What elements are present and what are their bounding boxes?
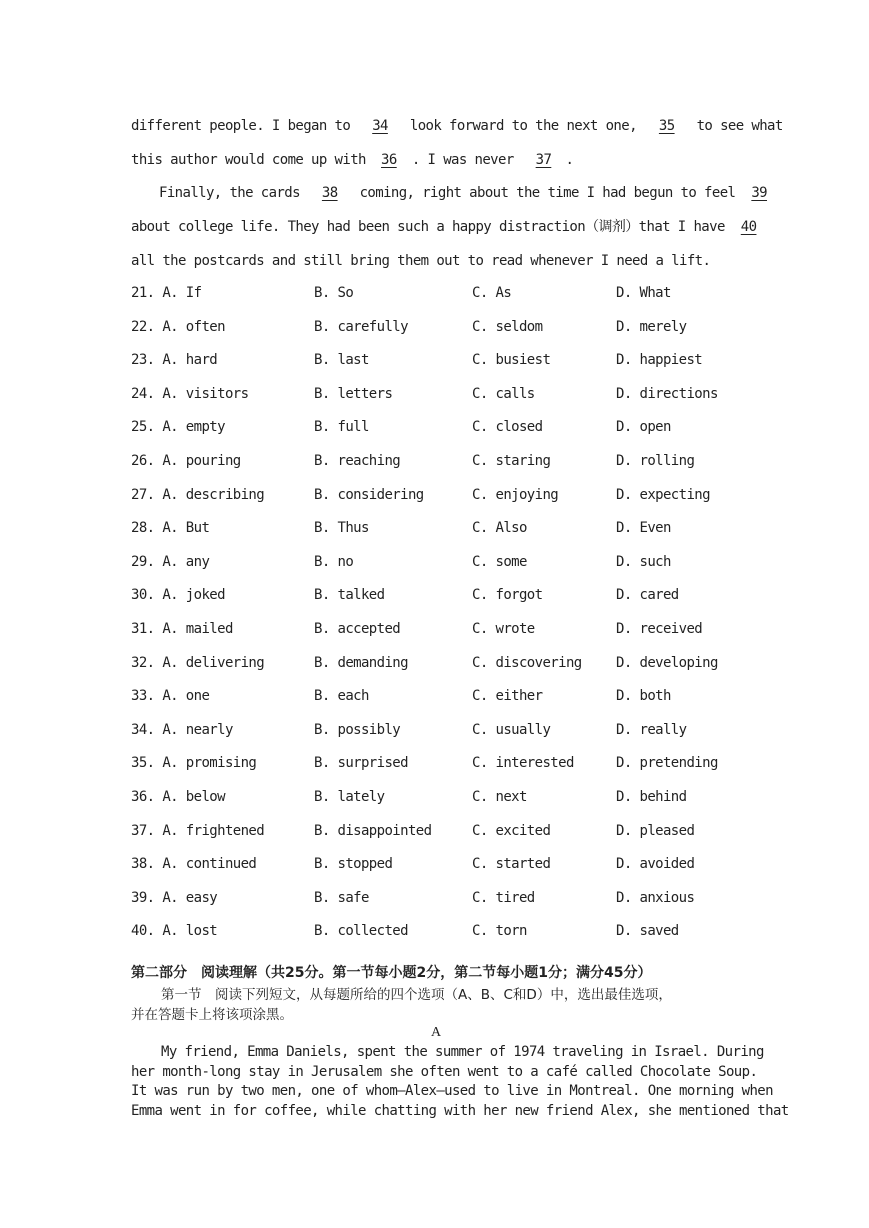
option-d: D. avoided	[616, 856, 695, 873]
option-c: C. busiest	[472, 352, 551, 369]
option-a: 23. A. hard	[131, 352, 218, 369]
option-d: D. expecting	[616, 486, 710, 503]
text-segment: .	[565, 152, 574, 168]
blank-36: 36	[381, 152, 397, 168]
option-d: D. anxious	[616, 889, 695, 906]
option-d: D. received	[616, 620, 703, 637]
option-d: D. directions	[616, 385, 718, 402]
option-b: B. possibly	[314, 721, 401, 738]
option-c: C. discovering	[472, 654, 582, 671]
option-a: 22. A. often	[131, 318, 225, 335]
blank-35: 35	[658, 118, 675, 134]
cloze-line-4	[131, 210, 765, 244]
section-instructions	[131, 985, 741, 1025]
option-a: 40. A. lost	[131, 923, 218, 940]
option-row	[131, 579, 741, 613]
instruction-line: 第一节 阅读下列短文，从每题所给的四个选项（A、B、C和D）中，选出最佳选项，	[161, 987, 672, 1003]
option-c: C. next	[472, 788, 527, 805]
text-segment: about college life. They had been such a happy distraction（调剂）that I have	[131, 219, 733, 235]
option-c: C. tired	[472, 889, 535, 906]
option-a: 30. A. joked	[131, 587, 225, 604]
option-row	[131, 613, 741, 647]
option-row	[131, 882, 741, 916]
option-row	[131, 311, 741, 345]
option-d: D. pleased	[616, 822, 695, 839]
option-row	[131, 915, 741, 949]
option-d: D. cared	[616, 587, 679, 604]
option-a: 33. A. one	[131, 688, 210, 705]
option-c: C. closed	[472, 419, 543, 436]
section-title: 第二部分 阅读理解（共25分。第一节每小题2分，第二节每小题1分；满分45分）	[131, 965, 652, 981]
option-c: C. seldom	[472, 318, 543, 335]
text-segment: this author would come up with	[131, 152, 366, 168]
option-row	[131, 815, 741, 849]
option-b: B. talked	[314, 587, 385, 604]
option-c: C. either	[472, 688, 543, 705]
option-d: D. happiest	[616, 352, 703, 369]
option-c: C. interested	[472, 755, 574, 772]
passage-line: It was run by two men, one of whom—Alex—used to live in Montreal. One morning when	[131, 1083, 773, 1100]
option-b: B. stopped	[314, 856, 393, 873]
option-b: B. considering	[314, 486, 424, 503]
option-b: B. collected	[314, 923, 408, 940]
option-b: B. So	[314, 285, 354, 301]
instruction-line: 并在答题卡上将该项涂黑。	[131, 1007, 293, 1023]
option-c: C. forgot	[472, 587, 543, 604]
passage-line: Emma went in for coffee, while chatting with her new friend Alex, she mentioned that	[131, 1102, 789, 1119]
option-a: 29. A. any	[131, 553, 210, 570]
option-b: B. carefully	[314, 318, 408, 335]
option-d: D. Even	[616, 520, 671, 537]
cloze-line-3	[131, 176, 775, 210]
option-row	[131, 546, 741, 580]
option-a: 24. A. visitors	[131, 385, 249, 402]
option-b: B. full	[314, 419, 369, 436]
text-segment: look forward to the next one,	[402, 118, 645, 134]
option-row	[131, 445, 741, 479]
option-b: B. surprised	[314, 755, 408, 772]
option-row	[131, 411, 741, 445]
option-a: 31. A. mailed	[131, 620, 233, 637]
option-b: B. letters	[314, 385, 393, 402]
option-a: 25. A. empty	[131, 419, 225, 436]
reading-passage	[131, 1043, 789, 1121]
option-c: C. usually	[472, 721, 551, 738]
option-b: B. each	[314, 688, 369, 705]
option-d: D. behind	[616, 788, 687, 805]
text-segment: different people. I began to	[131, 118, 359, 134]
blank-37: 37	[535, 152, 552, 168]
option-row	[131, 277, 741, 311]
option-d: D. open	[616, 419, 671, 436]
option-a: 34. A. nearly	[131, 721, 233, 738]
option-a: 36. A. below	[131, 788, 225, 805]
option-row	[131, 512, 741, 546]
option-d: D. saved	[616, 923, 679, 940]
option-c: C. enjoying	[472, 486, 559, 503]
option-a: 21. A. If	[131, 285, 202, 301]
option-row	[131, 848, 741, 882]
option-a: 32. A. delivering	[131, 654, 265, 671]
option-a: 28. A. But	[131, 520, 210, 537]
option-b: B. accepted	[314, 620, 401, 637]
option-b: B. disappointed	[314, 822, 432, 839]
option-row	[131, 344, 741, 378]
blank-34: 34	[372, 118, 388, 134]
option-b: B. Thus	[314, 520, 369, 537]
cloze-line-2	[131, 143, 573, 177]
passage-line: her month-long stay in Jerusalem she often went to a café called Chocolate Soup.	[131, 1063, 758, 1080]
option-c: C. calls	[472, 385, 535, 402]
option-row	[131, 747, 741, 781]
option-c: C. As	[472, 285, 512, 301]
passage-letter: A	[430, 1025, 442, 1040]
option-b: B. safe	[314, 889, 369, 906]
blank-39: 39	[751, 185, 768, 201]
option-b: B. lately	[314, 788, 385, 805]
text-segment: Finally, the cards	[159, 185, 308, 201]
blank-40: 40	[740, 219, 757, 235]
option-c: C. started	[472, 856, 551, 873]
cloze-line-5: all the postcards and still bring them out to read whenever I need a lift.	[131, 253, 711, 269]
option-a: 37. A. frightened	[131, 822, 265, 839]
option-d: D. both	[616, 688, 671, 705]
option-a: 38. A. continued	[131, 856, 257, 873]
option-row	[131, 680, 741, 714]
text-segment: . I was never	[411, 152, 522, 168]
cloze-line-1	[131, 109, 783, 143]
options-list	[131, 277, 741, 949]
option-d: D. really	[616, 721, 687, 738]
option-b: B. no	[314, 553, 354, 570]
option-row	[131, 378, 741, 412]
option-c: C. wrote	[472, 620, 535, 637]
option-d: D. What	[616, 285, 671, 301]
option-row	[131, 781, 741, 815]
option-row	[131, 714, 741, 748]
option-d: D. merely	[616, 318, 687, 335]
option-c: C. some	[472, 553, 527, 570]
option-d: D. pretending	[616, 755, 718, 772]
option-b: B. last	[314, 352, 369, 369]
option-a: 27. A. describing	[131, 486, 265, 503]
option-c: C. torn	[472, 923, 527, 940]
text-segment: coming, right about the time I had begun to feel	[351, 185, 744, 201]
option-d: D. rolling	[616, 452, 695, 469]
blank-38: 38	[321, 185, 338, 201]
option-c: C. Also	[472, 520, 527, 537]
option-a: 26. A. pouring	[131, 452, 241, 469]
option-row	[131, 479, 741, 513]
option-d: D. such	[616, 553, 671, 570]
passage-line: My friend, Emma Daniels, spent the summer of 1974 traveling in Israel. During	[161, 1044, 764, 1060]
option-b: B. reaching	[314, 452, 401, 469]
option-row	[131, 647, 741, 681]
option-d: D. developing	[616, 654, 718, 671]
option-a: 35. A. promising	[131, 755, 257, 772]
option-a: 39. A. easy	[131, 889, 218, 906]
option-c: C. excited	[472, 822, 551, 839]
text-segment: to see what	[688, 118, 783, 134]
option-b: B. demanding	[314, 654, 408, 671]
option-c: C. staring	[472, 452, 551, 469]
